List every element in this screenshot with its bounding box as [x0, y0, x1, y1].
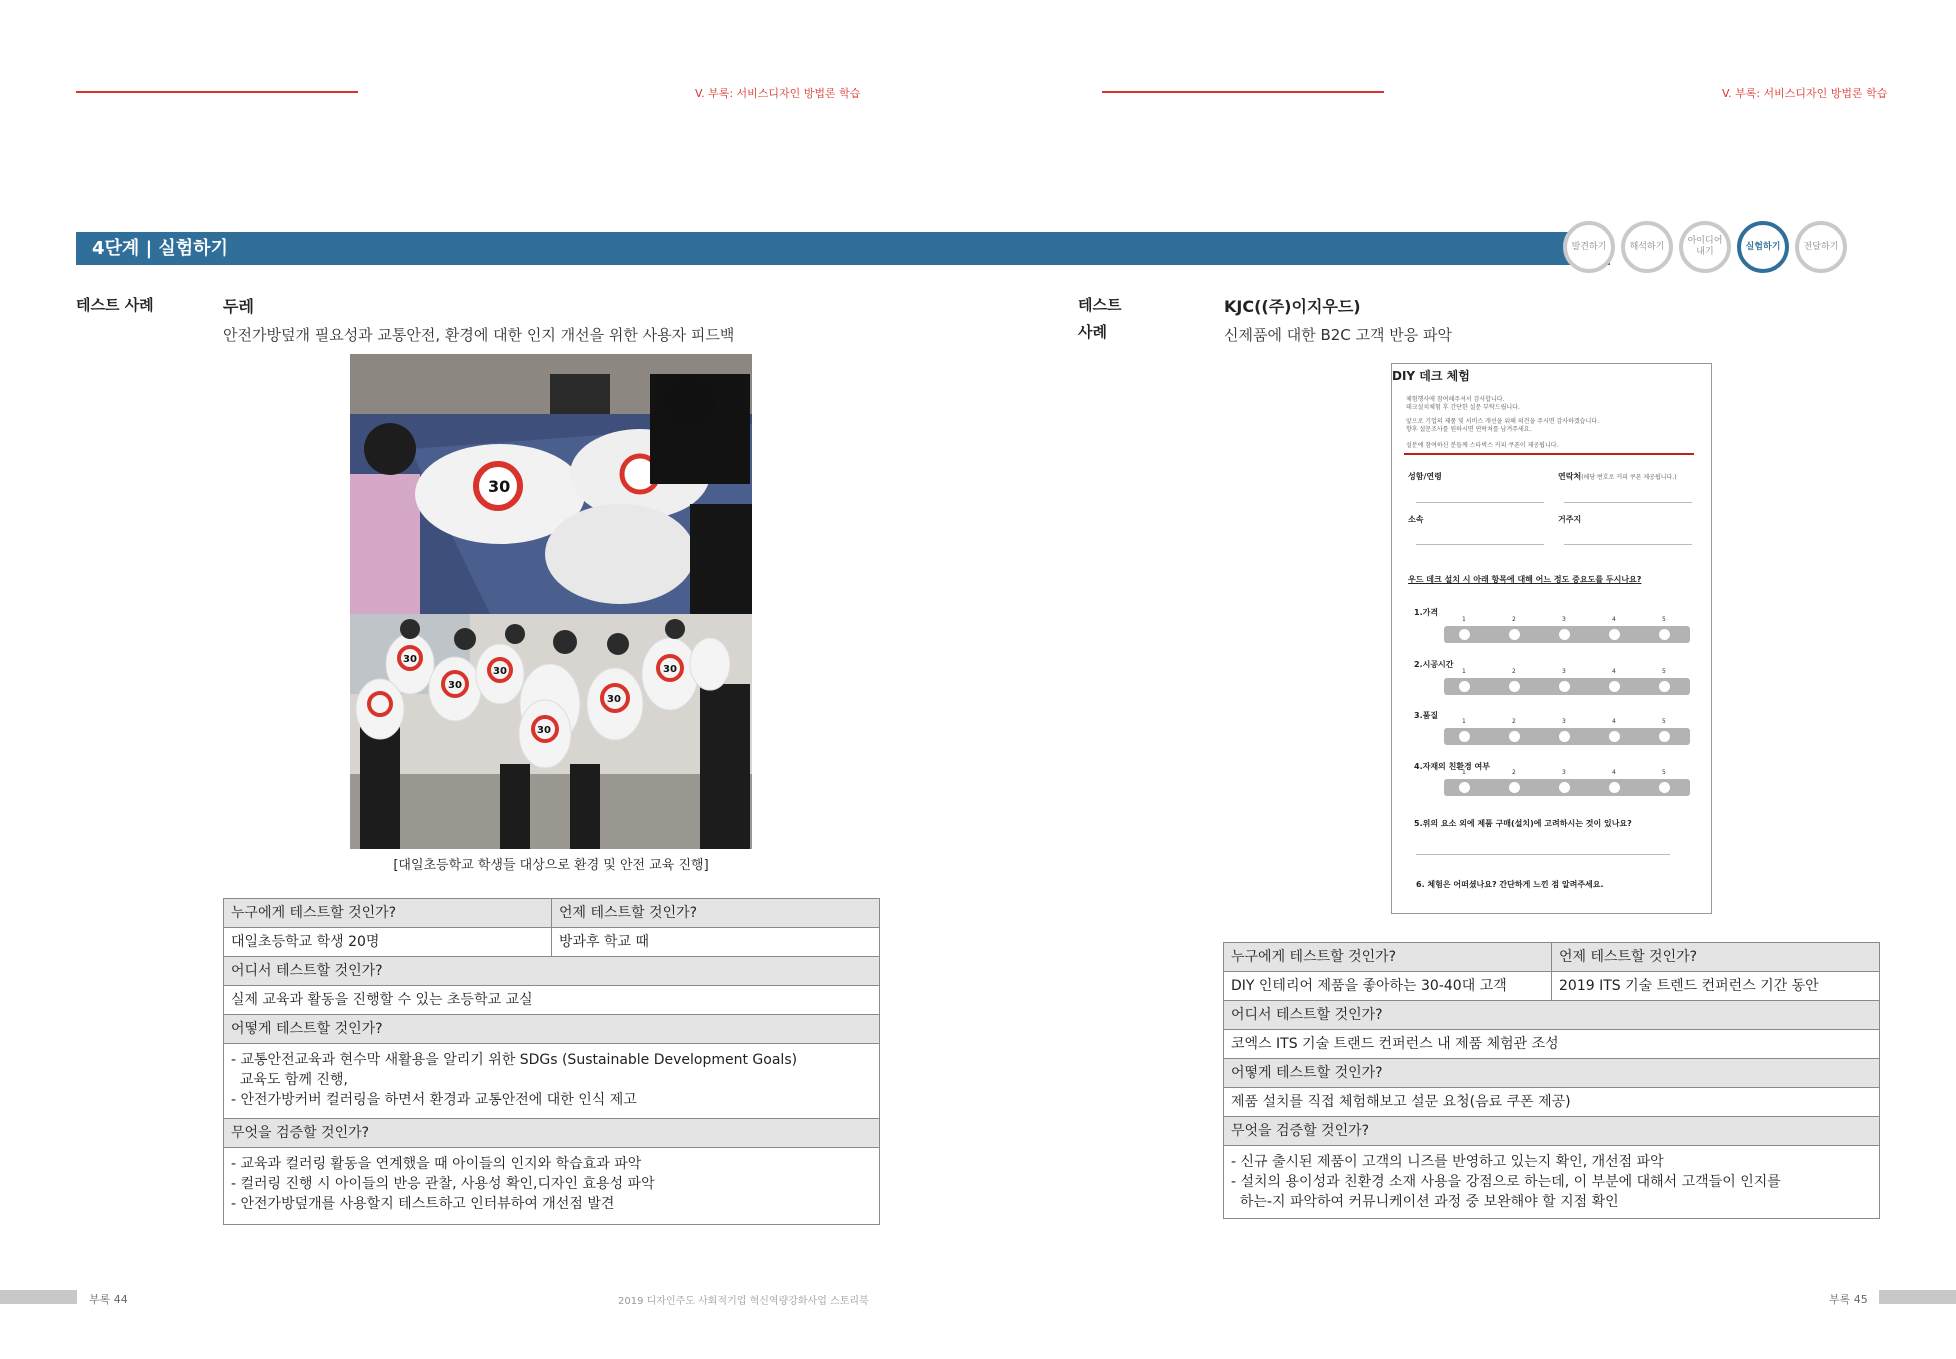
what-answer-line: - 안전가방덮개를 사용할지 테스트하고 인터뷰하여 개선점 발견 — [231, 1196, 615, 1212]
section-title-right: V. 부록: 서비스디자인 방법론 학습 — [1722, 87, 1888, 100]
header-rule-left — [76, 91, 358, 93]
survey-question: 우드 데크 설치 시 아래 항목에 대해 어느 정도 중요도를 두시나요? — [1408, 575, 1642, 584]
how-answer-line: - 안전가방커버 컬러링을 하면서 환경과 교통안전에 대한 인식 제고 — [231, 1092, 637, 1108]
svg-text:30: 30 — [488, 477, 511, 496]
field-contact-note: (해당 번호로 커피 쿠폰 제공됩니다.) — [1581, 474, 1677, 481]
classroom-photo-art — [350, 354, 752, 614]
rating-option-radio[interactable] — [1459, 731, 1470, 742]
survey-intro-line: 앞으로 기업의 제품 및 서비스 개선을 위해 의견을 주시면 감사하겠습니다. — [1406, 418, 1599, 425]
field-residence-label: 거주지 — [1558, 515, 1582, 524]
survey-q6: 6. 체험은 어떠셨나요? 간단하게 느낀 점 알려주세요. — [1416, 880, 1604, 889]
rating-scale-number: 4 — [1612, 668, 1616, 675]
students-photo-art — [350, 614, 752, 849]
survey-title: DIY 데크 체험 — [1392, 369, 1470, 383]
step-ideate: 아이디어 내기 — [1679, 221, 1731, 273]
sign-4: 30 — [607, 694, 621, 705]
when-question: 언제 테스트할 것인가? — [552, 899, 880, 928]
rating-option-radio[interactable] — [1509, 629, 1520, 640]
rating-option-radio[interactable] — [1509, 681, 1520, 692]
field-residence-line — [1564, 544, 1692, 545]
survey-form — [1391, 363, 1712, 914]
header-rule-right — [1102, 91, 1384, 93]
left-description: 안전가방덮개 필요성과 교통안전, 환경에 대한 인지 개선을 위한 사용자 피드백 — [223, 326, 735, 344]
rating-scale-number: 5 — [1662, 769, 1666, 776]
what-answer-line: - 교육과 컬러링 활동을 연계했을 때 아이들의 인지와 학습효과 파악 — [231, 1156, 642, 1172]
how-answer-line: 교육도 함께 진행, — [231, 1072, 348, 1088]
rating-option-radio[interactable] — [1659, 681, 1670, 692]
rating-option-radio[interactable] — [1609, 681, 1620, 692]
rating-scale-number: 3 — [1562, 668, 1566, 675]
rating-option-radio[interactable] — [1459, 681, 1470, 692]
where-answer: 실제 교육과 활동을 진행할 수 있는 초등학교 교실 — [224, 986, 880, 1015]
footer-publication: 2019 디자인주도 사회적기업 혁신역량강화사업 스토리북 — [618, 1296, 869, 1307]
sign-5: 30 — [537, 725, 551, 736]
rating-option-radio[interactable] — [1659, 629, 1670, 640]
footer-page-right: 부록 45 — [1829, 1293, 1868, 1306]
field-org-label: 소속 — [1408, 515, 1424, 524]
rating-option-radio[interactable] — [1609, 629, 1620, 640]
what-answer-line: 하는-지 파악하여 커뮤니케이션 과정 중 보완해야 할 지점 확인 — [1231, 1194, 1619, 1210]
field-contact-line — [1564, 502, 1692, 503]
rating-scale-number: 1 — [1462, 616, 1466, 623]
rating-option-radio[interactable] — [1659, 731, 1670, 742]
rating-scale-number: 2 — [1512, 616, 1516, 623]
right-case-label-2: 사례 — [1078, 323, 1107, 341]
field-contact-label — [1558, 471, 1677, 482]
when-answer: 방과후 학교 때 — [552, 928, 880, 957]
rating-option-radio[interactable] — [1459, 629, 1470, 640]
rating-scale-number: 2 — [1512, 718, 1516, 725]
how-question: 어떻게 테스트할 것인가? — [1224, 1059, 1880, 1088]
who-question: 누구에게 테스트할 것인가? — [1224, 943, 1552, 972]
rating-slider[interactable] — [1444, 678, 1690, 695]
survey-divider — [1404, 453, 1694, 455]
left-test-table — [223, 898, 880, 1225]
footer-page-left: 부록 44 — [89, 1293, 128, 1306]
section-title-left: V. 부록: 서비스디자인 방법론 학습 — [695, 87, 861, 100]
rating-option-radio[interactable] — [1609, 782, 1620, 793]
students-photo — [350, 614, 752, 849]
rating-scale-number: 4 — [1612, 718, 1616, 725]
rating-scale-number: 5 — [1662, 718, 1666, 725]
survey-intro-line: 체험행사에 참여해주셔서 감사합니다. — [1406, 396, 1505, 403]
rating-slider[interactable] — [1444, 779, 1690, 796]
stage-title: 4단계 | 실험하기 — [92, 238, 228, 259]
rating-option-radio[interactable] — [1659, 782, 1670, 793]
sign-6: 30 — [663, 664, 677, 675]
rating-scale-number: 1 — [1462, 668, 1466, 675]
item-eco: 4.자재의 친환경 여부 — [1414, 762, 1490, 771]
who-answer: DIY 인테리어 제품을 좋아하는 30-40대 고객 — [1224, 972, 1552, 1001]
classroom-photo — [350, 354, 752, 614]
who-answer: 대일초등학교 학생 20명 — [224, 928, 552, 957]
sign-2: 30 — [448, 680, 462, 691]
rating-scale-number: 1 — [1462, 769, 1466, 776]
rating-scale-number: 2 — [1512, 668, 1516, 675]
what-answer — [224, 1148, 880, 1225]
rating-option-radio[interactable] — [1459, 782, 1470, 793]
step-experiment: 실험하기 — [1737, 221, 1789, 273]
left-case-label: 테스트 사례 — [76, 296, 154, 314]
where-question: 어디서 테스트할 것인가? — [224, 957, 880, 986]
item-quality: 3.품질 — [1414, 711, 1439, 720]
survey-intro-line: 데크설치체험 후 간단한 설문 부탁드립니다. — [1406, 404, 1520, 411]
footer-bar-left — [0, 1290, 77, 1304]
what-question: 무엇을 검증할 것인가? — [224, 1119, 880, 1148]
sign-1: 30 — [403, 654, 417, 665]
rating-scale-number: 2 — [1512, 769, 1516, 776]
left-org-name: 두레 — [223, 297, 254, 316]
rating-scale-number: 3 — [1562, 769, 1566, 776]
footer-bar-right — [1879, 1290, 1956, 1304]
who-question: 누구에게 테스트할 것인가? — [224, 899, 552, 928]
right-description: 신제품에 대한 B2C 고객 반응 파악 — [1224, 326, 1453, 344]
rating-scale-number: 3 — [1562, 616, 1566, 623]
right-case-label-1: 테스트 — [1078, 296, 1122, 314]
rating-option-radio[interactable] — [1509, 731, 1520, 742]
step-deliver: 전달하기 — [1795, 221, 1847, 273]
what-answer — [1224, 1146, 1880, 1219]
where-answer: 코엑스 ITS 기술 트랜드 컨퍼런스 내 제품 체험관 조성 — [1224, 1030, 1880, 1059]
survey-q5: 5.위의 요소 외에 제품 구매(설치)에 고려하시는 것이 있나요? — [1414, 819, 1632, 828]
rating-scale-number: 5 — [1662, 668, 1666, 675]
what-answer-line: - 컬러링 진행 시 아이들의 반응 관찰, 사용성 확인,디자인 효용성 파악 — [231, 1176, 655, 1192]
rating-option-radio[interactable] — [1559, 629, 1570, 640]
step-interpret: 해석하기 — [1621, 221, 1673, 273]
sign-3: 30 — [493, 666, 507, 677]
rating-scale-number: 4 — [1612, 616, 1616, 623]
survey-intro-line: 설문에 참여하신 분들께 스타벅스 커피 쿠폰이 제공됩니다. — [1406, 442, 1559, 449]
item-price: 1.가격 — [1414, 608, 1439, 617]
rating-option-radio[interactable] — [1559, 681, 1570, 692]
rating-option-radio[interactable] — [1509, 782, 1520, 793]
how-answer: 제품 설치를 직접 체험해보고 설문 요청(음료 쿠폰 제공) — [1224, 1088, 1880, 1117]
stage-steps — [1563, 221, 1847, 273]
what-answer-line: - 신규 출시된 제품이 고객의 니즈를 반영하고 있는지 확인, 개선점 파악 — [1231, 1154, 1664, 1170]
rating-slider[interactable] — [1444, 728, 1690, 745]
field-org-line — [1416, 544, 1544, 545]
what-question: 무엇을 검증할 것인가? — [1224, 1117, 1880, 1146]
field-name-line — [1416, 502, 1544, 503]
stage-title-bar — [76, 232, 1610, 265]
left-photo-caption: [대일초등학교 학생들 대상으로 환경 및 안전 교육 진행] — [393, 858, 709, 873]
where-question: 어디서 테스트할 것인가? — [1224, 1001, 1880, 1030]
step-discover: 발견하기 — [1563, 221, 1615, 273]
field-contact-text: 연락처 — [1558, 472, 1582, 481]
rating-scale-number: 4 — [1612, 769, 1616, 776]
survey-intro-line: 향후 설문조사를 원하시면 연락처를 남겨주세요. — [1406, 426, 1532, 433]
rating-scale-number: 3 — [1562, 718, 1566, 725]
when-question: 언제 테스트할 것인가? — [1552, 943, 1880, 972]
q5-line — [1416, 854, 1670, 855]
rating-option-radio[interactable] — [1559, 782, 1570, 793]
rating-option-radio[interactable] — [1609, 731, 1620, 742]
rating-slider[interactable] — [1444, 626, 1690, 643]
field-name-label: 성함/연령 — [1408, 472, 1442, 481]
what-answer-line: - 설치의 용이성과 친환경 소재 사용을 강점으로 하는데, 이 부분에 대해서 고객들이 인지를 — [1231, 1174, 1781, 1190]
when-answer: 2019 ITS 기술 트렌드 컨퍼런스 기간 동안 — [1552, 972, 1880, 1001]
right-org-name: KJC((주)이지우드) — [1224, 297, 1361, 316]
right-test-table — [1223, 942, 1880, 1219]
how-answer — [224, 1044, 880, 1119]
rating-scale-number: 5 — [1662, 616, 1666, 623]
rating-option-radio[interactable] — [1559, 731, 1570, 742]
rating-scale-number: 1 — [1462, 718, 1466, 725]
how-question: 어떻게 테스트할 것인가? — [224, 1015, 880, 1044]
how-answer-line: - 교통안전교육과 현수막 새활용을 알리기 위한 SDGs (Sustainable Development Goals) — [231, 1052, 798, 1068]
item-time: 2.시공시간 — [1414, 660, 1454, 669]
